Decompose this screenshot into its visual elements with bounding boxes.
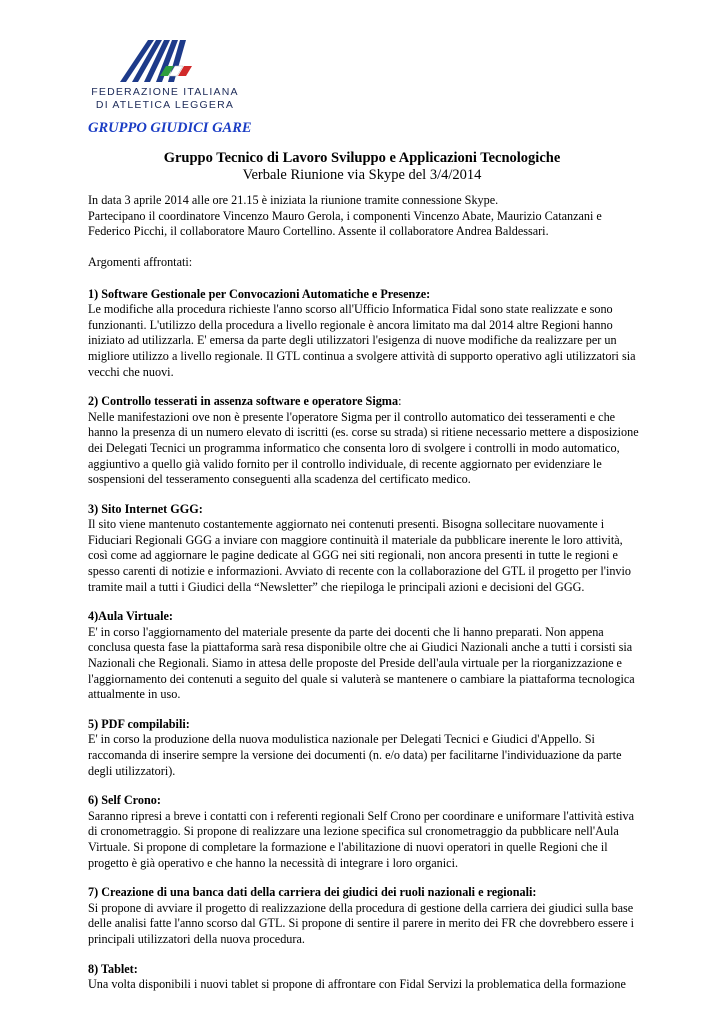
intro-date: In data 3 aprile 2014 alle ore 21.15 è iniziata la riunione tramite connessione Skype.: [88, 193, 499, 207]
topics-label: Argomenti affrontati:: [88, 255, 193, 270]
intro-participants: Partecipano il coordinatore Vincenzo Mauro Gerola, i componenti Vincenzo Abate, Maurizio Catanzani e Federico Picchi, il collaboratore Mauro Cortellino. Assente il collaboratore Andrea Baldessari.: [88, 208, 602, 239]
section-4: [88, 609, 640, 703]
group-name: GRUPPO GIUDICI GARE: [88, 120, 252, 136]
section-body: Nelle manifestazioni ove non è presente l'operatore Sigma per il controllo automatico dei tesseramenti e che hanno la presenza di un numero elevato di iscritti (es. corse su strada) si ritiene necessario mettere a disposizione dei Delegati Tecnici un programma informatico che consenta loro di svolgere i controlli in modo automatico, aggiuntivo a quello già valido fornito per il controllo individuale, di recente aggiornato per evidenziare le sospensioni del tesseramento conseguenti alla scadenza del certificato medico.: [88, 409, 639, 487]
org-name-line1: FEDERAZIONE ITALIANA: [91, 86, 239, 98]
section-body: Le modifiche alla procedura richieste l'anno scorso all'Ufficio Informatica Fidal sono state realizzate e sono funzionanti. L'utilizzo della procedura a livello regionale è ancora limitato ma dal 2014 altre Regioni hanno iniziato ad utilizzarla. E' emersa da parte degli utilizzatori l'esigenza di nuove modifiche da realizzare per un migliore utilizzo a livello regionale. Il GTL continua a svolgere attività di supporto operativo agli utilizzatori sia vecchi che nuovi.: [88, 302, 636, 379]
section-2: [88, 394, 640, 488]
section-7: [88, 885, 640, 947]
document-title: Gruppo Tecnico di Lavoro Sviluppo e Applicazioni Tecnologiche: [163, 150, 561, 166]
section-heading: 4)Aula Virtuale:: [88, 609, 173, 624]
section-body: E' in corso la produzione della nuova modulistica nazionale per Delegati Tecnici e Giudici d'Appello. Si raccomanda di inserire sempre la versione dei documenti (n. e/o data) per facilitarne l'individuazione da parte degli utilizzatori).: [88, 732, 622, 778]
section-6: [88, 793, 640, 871]
section-heading: 5) PDF compilabili:: [88, 716, 190, 731]
section-body: Saranno ripresi a breve i contatti con i referenti regionali Self Crono per coordinare e uniformare l'attività estiva di cronometraggio. Si propone di realizzare una lezione specifica sul cronometraggio da pubblicare nell'Aula Virtuale. Si propone di completare la formazione e l'abilitazione di nuovi operatori in quelle Regioni che il progetto è già operativo e che hanno la necessità di integrare i loro organici.: [88, 808, 635, 870]
section-3: [88, 502, 640, 596]
section-heading: 3) Sito Internet GGG:: [88, 501, 203, 516]
section-heading: 2) Controllo tesserati in assenza software e operatore Sigma: [88, 394, 399, 409]
document-subtitle: Verbale Riunione via Skype del 3/4/2014: [242, 167, 482, 183]
section-heading: 7) Creazione di una banca dati della carriera dei giudici dei ruoli nazionali e regionali:: [88, 885, 537, 900]
section-body: Il sito viene mantenuto costantemente aggiornato nei contenuti presenti. Bisogna sollecitare nuovamente i Fiduciari Regionali GGG a inviare con maggiore continuità il materiale da pubblicare inerente le loro attività, così come ad aggiornare le pagine dedicate al GGG nei siti regionali, non ancora presenti in tutte le regioni e spesso carenti di notizie e informazioni. Avviato di recente con la collaborazione del GTL il progetto per l'invio tramite mail a tutti i Giudici della “Newsletter” che riepiloga le principali azioni e decisioni del GGG.: [88, 517, 632, 594]
section-8: [88, 962, 640, 993]
section-body: Si propone di avviare il progetto di realizzazione della procedura di gestione della carriera dei giudici sulla base delle analisi fatte l'anno scorso dal GTL. Si propone di sentire il parere in merito dei FR che dovrebbero essere i principali utilizzatori della nuova procedura.: [88, 900, 635, 946]
org-name-line2: DI ATLETICA LEGGERA: [95, 99, 235, 111]
section-heading: 8) Tablet:: [88, 961, 138, 976]
section-heading-suffix: :: [398, 394, 402, 409]
section-body: Una volta disponibili i nuovi tablet si propone di affrontare con Fidal Servizi la problematica della formazione: [88, 977, 626, 992]
section-1: [88, 287, 640, 381]
section-body: E' in corso l'aggiornamento del materiale presente da parte dei docenti che li hanno preparati. Non appena conclusa questa fase la piattaforma sarà resa disponibile oltre che ai Giudici Nazionali anche a tutti i corsisti sia Nazionali che Regionali. Siamo in attesa delle proposte del Preside dell'aula virtuale per la riorganizzazione e l'aggiornamento dei contenuti a seguito del quale si valuterà se mantenere o cambiare la piattaforma tecnologica attualmente in uso.: [88, 624, 635, 702]
section-heading: 6) Self Crono:: [88, 793, 161, 808]
organization-name: [90, 86, 240, 112]
section-5: [88, 717, 640, 779]
document-body: [88, 193, 640, 1007]
section-heading: 1) Software Gestionale per Convocazioni Automatiche e Presenze:: [88, 286, 431, 301]
